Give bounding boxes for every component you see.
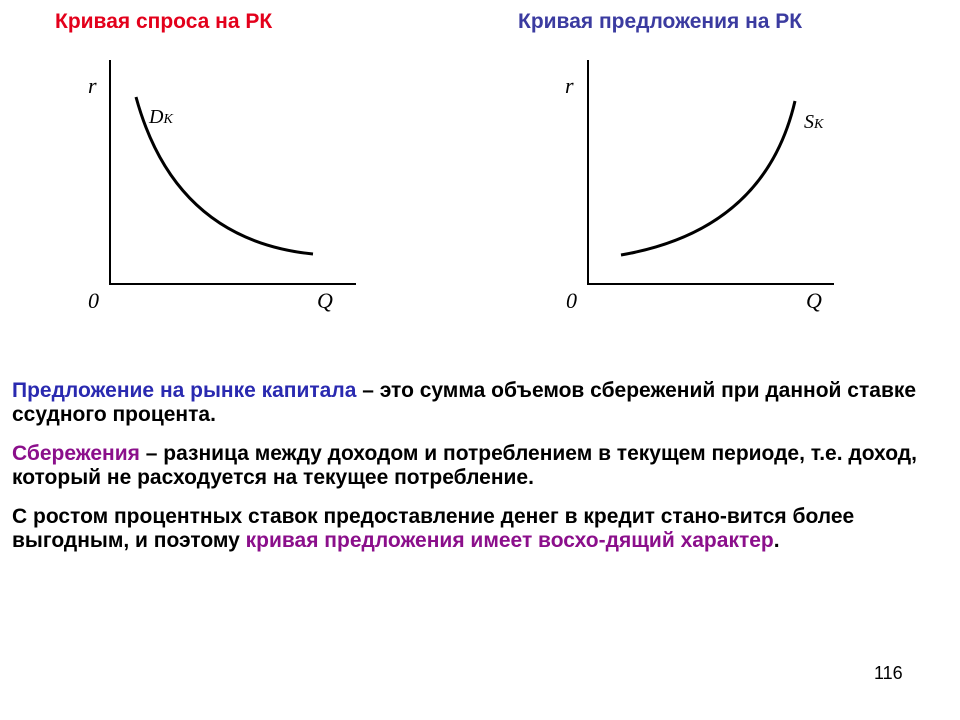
paragraph-savings [12,442,942,490]
demand-y-axis-label: r [88,73,97,98]
paragraph-3-start: С ростом процентных ставок предоставление денег в кредит стано-вится более выгодным, и поэтому [12,505,855,552]
term-capital-supply: Предложение на рынке капитала [12,379,357,402]
supply-curve [621,101,795,255]
supply-curve-label: SK [804,111,824,133]
supply-curve-highlight: кривая предложения имеет восхо-дящий характер [245,529,774,552]
term-savings: Сбережения [12,442,140,465]
supply-x-axis-label: Q [806,288,822,313]
page-number: 116 [874,663,903,683]
demand-graph [88,60,356,313]
supply-origin-label: 0 [566,288,577,313]
paragraph-capital-supply [12,379,942,427]
supply-y-axis-label: r [565,73,574,98]
supply-graph [565,60,834,313]
paragraph-interest-rates [12,505,942,553]
paragraph-2-rest: – разница между доходом и потреблением в текущем периоде, т.е. доход, который не расходуется на текущее потребление. [12,442,917,489]
demand-curve-label: DK [149,106,173,128]
demand-origin-label: 0 [88,288,99,313]
demand-curve-title: Кривая спроса на РК [55,10,273,33]
supply-curve-title: Кривая предложения на РК [518,10,803,33]
paragraph-1-rest: – это сумма объемов сбережений при данной ставке ссудного процента. [12,379,917,426]
demand-x-axis-label: Q [317,288,333,313]
paragraph-3-end: . [773,529,780,552]
